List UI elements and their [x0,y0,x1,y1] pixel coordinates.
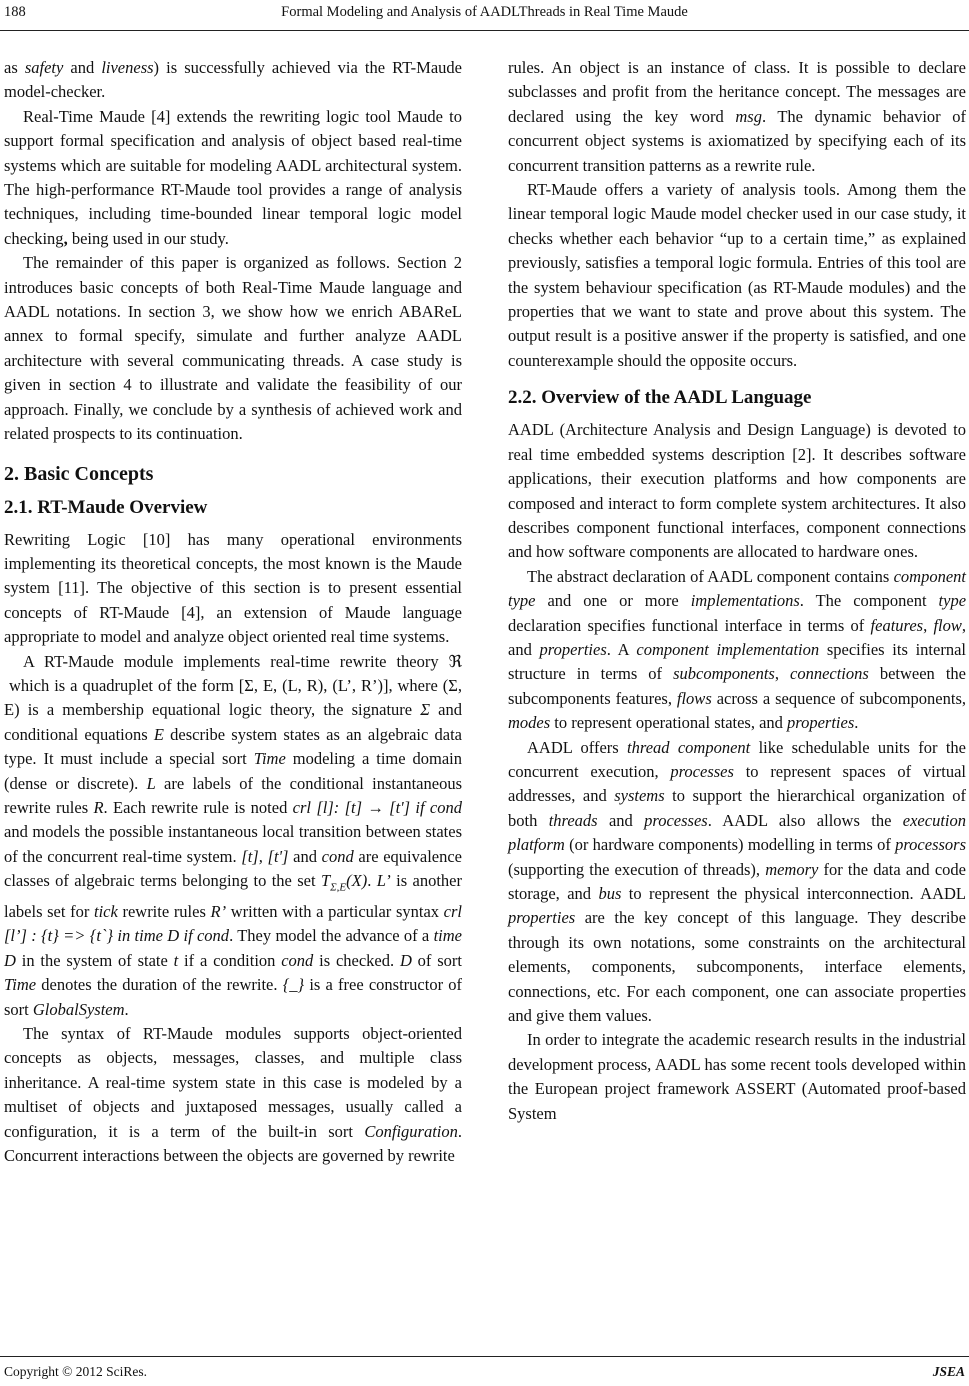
paragraph: In order to integrate the academic research results in the industrial development process, AADL has some recent tools developed within the European project framework ASSERT (Automated proof-based System [508,1030,966,1123]
paragraph: The remainder of this paper is organized as follows. Section 2 introduces basic concepts of both Real-Time Maude language and AADL notations. In section 3, we show how we enrich ABAReL annex to formal specify, simulate and further analyze AADL architecture with several communicating threads. A case study is given in section 4 to illustrate and validate the feasibility of our approach. Finally, we conclude by a synthesis of achieved work and related prospects to its continuation. [4,253,462,444]
paragraph: The abstract declaration of AADL component contains component type and one or more implementations. The component type declaration specifies functional interface in terms of features, flow, and properties. A component implementation specifies its internal structure in terms of subcomponents, connections between the subcomponents features, flows across a sequence of subcomponents, modes to represent operational states, and properties. [508,566,967,733]
paragraph: rules. An object is an instance of class. It is possible to declare subclasses and profit from the heritance concept. The messages are declared using the key word msg. The dynamic behavior of concurrent object systems is axiomatized by specifying each of its concurrent transition patterns as a rewrite rule. [508,58,966,175]
page-number: 188 [4,4,26,20]
paragraph: AADL offers thread component like schedulable units for the concurrent execution, processes to represent spaces of virtual addresses, and systems to support the hierarchical organization of both threads and processes. AADL also allows the execution platform (or hardware components) modelling in terms of processors (supporting the execution of threads), memory for the data and code storage, and bus to represent the physical interconnection. AADL properties are the key concept of this language. They describe through its own notations, some constraints on the architectural elements, components, subcomponents, interface elements, connections, etc. For each component, one can associate properties and give them values. [508,737,966,1026]
copyright-notice: Copyright © 2012 SciRes. [4,1364,148,1379]
paragraph: AADL (Architecture Analysis and Design Language) is devoted to real time embedded systems description [2]. It describes software applications, their execution platforms and how components are composed and interact to form complete system architectures. It also describes component functional interfaces, component connections and how software components are allocated to hardware ones. [508,420,966,562]
paragraph: as safety and liveness) is successfully achieved via the RT-Maude model-checker. [4,58,462,102]
running-title: Formal Modeling and Analysis of AADLThreads in Real Time Maude [281,4,688,20]
paragraph: A RT-Maude module implements real-time rewrite theory ℜ which is a quadruplet of the form [Σ, E, (L, R), (L’, R’)], where (Σ, E) is a membership equational logic theory, the signature Σ and conditional equations E describe system states as an algebraic data type. It must include a special sort Time modeling a time domain (dense or discrete). L are labels of the conditional instantaneous rewrite rules R. Each rewrite rule is noted crl [l]: [t] → [t'] if cond and models the possible instantaneous local transition between states of the concurrent real-time system. [t], [t'] and cond are equivalence classes of algebraic terms belonging to the set $T_{\Sigma,E}(X)$. L’ is another labels set for tick rewrite rules R’ written with a particular syntax crl [l’] : {t} => {t`} in time D if cond. They model the advance of a time D in the system of state t if a condition cond is checked. D of sort Time denotes the duration of the rewrite. {_} is a free constructor of sort GlobalSystem. [4,651,463,1019]
paragraph: Rewriting Logic [10] has many operational environments implementing its theoretical concepts, the most known is the Maude system [11]. The objective of this section is to present essential concepts of RT-Maude [4], an extension of Maude language appropriate to model and analyze object oriented real time systems. [4,529,462,647]
subsection-heading: 2.2. Overview of the AADL Language [508,387,812,409]
paragraph: RT-Maude offers a variety of analysis tools. Among them the linear temporal logic Maude model checker used in our case study, it checks whether each behavior “up to a certain time,” as explained previously, satisfies a temporal logic formula. Entries of this tool are the system behaviour specification (as RT-Maude modules) and the properties that we want to state and prove about this system. The output result is a positive answer if the property is satisfied, and one counterexample should the opposite occurs. [508,180,966,370]
journal-abbreviation: JSEA [932,1364,965,1379]
paragraph: Real-Time Maude [4] extends the rewriting logic tool Maude to support formal specification and analysis of object based real-time systems which are suitable for modeling AADL architectural system. The high-performance RT-Maude tool provides a range of analysis techniques, including time-bounded linear temporal logic model checking, being used in our study. [4,106,462,248]
footer-rule [0,1356,969,1357]
left-column [4,56,462,1168]
running-header [0,0,969,31]
page-footer [4,1364,965,1380]
right-column [508,56,966,1126]
paragraph: The syntax of RT-Maude modules supports object-oriented concepts as objects, messages, classes, and multiple class inheritance. A real-time system state in this case is modeled by a multiset of objects and juxtaposed messages, usually called a configuration, it is a term of the built-in sort Configuration. Concurrent interactions between the objects are governed by rewrite [4,1023,462,1165]
section-heading: 2. Basic Concepts [4,462,154,485]
subsection-heading: 2.1. RT-Maude Overview [4,496,208,518]
